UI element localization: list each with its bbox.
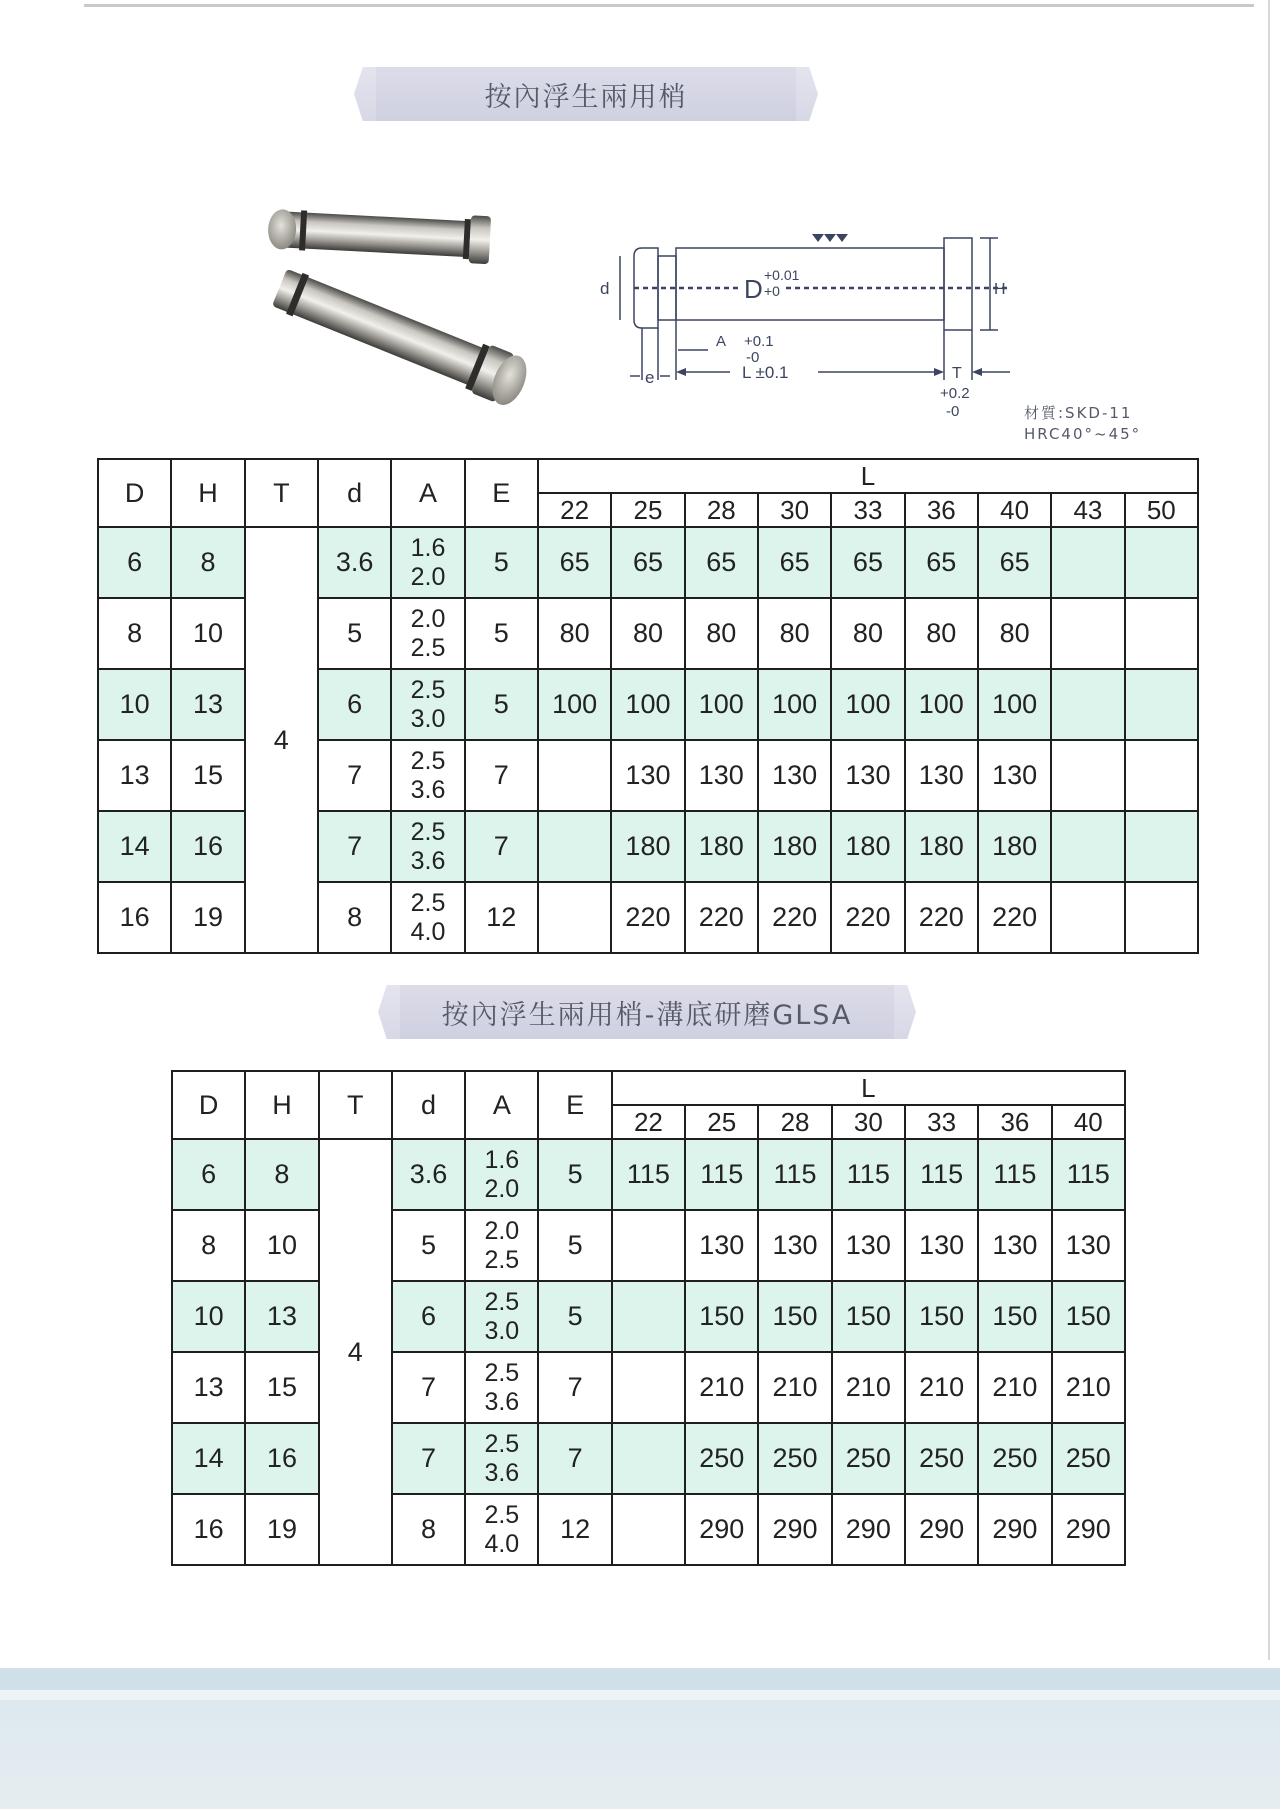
- header-L-value: 36: [978, 1105, 1051, 1139]
- cell-A-max: 3.6: [410, 775, 446, 804]
- dim-D-upper: +0.01: [764, 267, 800, 283]
- cell-price: 220: [758, 882, 831, 953]
- cell-price: 100: [978, 669, 1051, 740]
- cell-A: [391, 882, 464, 953]
- cell-price: 150: [758, 1281, 831, 1352]
- cell-d: 5: [318, 598, 391, 669]
- dim-A-lower: -0: [746, 349, 760, 366]
- cell-A-min: 2.5: [410, 746, 446, 775]
- cell-A: [391, 740, 464, 811]
- cell-D: 16: [172, 1494, 245, 1565]
- cell-price: [1051, 811, 1124, 882]
- cell-D: 16: [98, 882, 171, 953]
- cell-A-max: 3.6: [484, 1458, 520, 1487]
- cell-price: [1051, 598, 1124, 669]
- cell-price: 250: [685, 1423, 758, 1494]
- cell-H: 15: [171, 740, 244, 811]
- cell-H: 16: [171, 811, 244, 882]
- cell-A-max: 4.0: [410, 917, 446, 946]
- cell-H: 10: [245, 1210, 318, 1281]
- cell-price: [612, 1352, 685, 1423]
- cell-A: [391, 669, 464, 740]
- cell-A: [465, 1281, 538, 1352]
- cell-A-min: 2.5: [484, 1500, 520, 1529]
- cell-A: [391, 598, 464, 669]
- cell-price: 290: [978, 1494, 1051, 1565]
- cell-price: 130: [611, 740, 684, 811]
- cell-E: 5: [465, 598, 538, 669]
- cell-E: 5: [538, 1281, 611, 1352]
- cell-price: 150: [832, 1281, 905, 1352]
- cell-price: [538, 740, 611, 811]
- cell-price: [1051, 882, 1124, 953]
- cell-d: 8: [318, 882, 391, 953]
- cell-price: 150: [1052, 1281, 1125, 1352]
- cell-A-min: 2.5: [410, 888, 446, 917]
- cell-price: 180: [758, 811, 831, 882]
- material-note: [1024, 403, 1141, 445]
- cell-price: [1051, 527, 1124, 598]
- cell-price: 100: [831, 669, 904, 740]
- cell-A-min: 1.6: [484, 1145, 520, 1174]
- cell-price: 80: [978, 598, 1051, 669]
- cell-price: 290: [1052, 1494, 1125, 1565]
- cell-price: 65: [831, 527, 904, 598]
- footer-band: [0, 1690, 1280, 1700]
- dim-D-lower: +0: [764, 283, 780, 299]
- cell-price: 220: [685, 882, 758, 953]
- table-row: [172, 1281, 1125, 1352]
- cell-price: [1051, 669, 1124, 740]
- cell-price: 130: [905, 1210, 978, 1281]
- cell-price: 80: [685, 598, 758, 669]
- cell-price: [1125, 598, 1198, 669]
- hardness-label: HRC40°~45°: [1024, 425, 1142, 443]
- cell-price: [1125, 811, 1198, 882]
- header-A: A: [465, 1071, 538, 1139]
- cell-price: 210: [905, 1352, 978, 1423]
- cell-price: 130: [832, 1210, 905, 1281]
- cell-E: 5: [465, 527, 538, 598]
- cell-A-max: 2.0: [410, 562, 446, 591]
- pin-upper: [267, 205, 491, 265]
- cell-A: [391, 527, 464, 598]
- cell-price: 100: [538, 669, 611, 740]
- header-L-value: 28: [685, 493, 758, 527]
- cell-A-min: 2.5: [484, 1287, 520, 1316]
- cell-E: 7: [538, 1423, 611, 1494]
- top-rule: [84, 4, 1254, 7]
- dim-e: e: [645, 368, 655, 387]
- material-label: 材質:SKD-11: [1024, 404, 1133, 422]
- cell-price: 115: [978, 1139, 1051, 1210]
- section-title-banner: [396, 985, 898, 1039]
- cell-price: 65: [905, 527, 978, 598]
- cell-A-max: 3.0: [410, 704, 446, 733]
- cell-A-max: 3.6: [410, 846, 446, 875]
- cell-price: [612, 1210, 685, 1281]
- cell-price: 80: [538, 598, 611, 669]
- cell-A: [465, 1494, 538, 1565]
- header-E: E: [538, 1071, 611, 1139]
- cell-E: 12: [465, 882, 538, 953]
- cell-price: [1051, 740, 1124, 811]
- cell-d: 6: [392, 1281, 465, 1352]
- cell-price: 150: [685, 1281, 758, 1352]
- header-L-value: 40: [1052, 1105, 1125, 1139]
- cell-price: 115: [832, 1139, 905, 1210]
- dim-L: L ±0.1: [742, 363, 789, 382]
- table-row: [172, 1494, 1125, 1565]
- cell-price: 180: [685, 811, 758, 882]
- cell-H: 19: [245, 1494, 318, 1565]
- cell-D: 8: [98, 598, 171, 669]
- cell-price: 100: [685, 669, 758, 740]
- header-L-value: 43: [1051, 493, 1124, 527]
- dim-T-lower: -0: [946, 403, 960, 420]
- cell-price: [1125, 882, 1198, 953]
- header-L-value: 30: [758, 493, 831, 527]
- cell-E: 5: [538, 1139, 611, 1210]
- cell-E: 12: [538, 1494, 611, 1565]
- cell-d: 3.6: [318, 527, 391, 598]
- cell-d: 7: [318, 811, 391, 882]
- cell-H: 15: [245, 1352, 318, 1423]
- cell-price: 220: [611, 882, 684, 953]
- cell-price: 180: [905, 811, 978, 882]
- cell-E: 5: [465, 669, 538, 740]
- cell-A-max: 2.5: [484, 1245, 520, 1274]
- cell-H: 10: [171, 598, 244, 669]
- header-L-value: 25: [611, 493, 684, 527]
- cell-price: [1125, 669, 1198, 740]
- dim-D: D: [744, 274, 763, 304]
- page-edge: [1268, 0, 1270, 1660]
- header-d: d: [318, 459, 391, 527]
- cell-price: 290: [758, 1494, 831, 1565]
- cell-price: 130: [905, 740, 978, 811]
- cell-D: 10: [98, 669, 171, 740]
- cell-price: 290: [685, 1494, 758, 1565]
- header-L-value: 40: [978, 493, 1051, 527]
- cell-price: 150: [978, 1281, 1051, 1352]
- cell-A: [465, 1139, 538, 1210]
- pin-lower: [270, 263, 533, 410]
- cell-E: 7: [538, 1352, 611, 1423]
- cell-H: 8: [171, 527, 244, 598]
- cell-price: 65: [538, 527, 611, 598]
- header-H: H: [245, 1071, 318, 1139]
- cell-D: 14: [98, 811, 171, 882]
- cell-price: 115: [612, 1139, 685, 1210]
- dim-A: A: [716, 333, 727, 350]
- cell-price: 80: [758, 598, 831, 669]
- header-T: T: [245, 459, 318, 527]
- cell-price: 115: [685, 1139, 758, 1210]
- footer-band: [0, 1668, 1280, 1690]
- header-L: L: [612, 1071, 1125, 1105]
- table-row: [172, 1210, 1125, 1281]
- cell-price: 65: [758, 527, 831, 598]
- header-D: D: [98, 459, 171, 527]
- cell-A-min: 2.5: [484, 1358, 520, 1387]
- technical-drawing: [590, 220, 1020, 430]
- cell-price: 130: [1052, 1210, 1125, 1281]
- cell-price: 250: [758, 1423, 831, 1494]
- cell-d: 7: [392, 1423, 465, 1494]
- cell-price: 180: [611, 811, 684, 882]
- cell-price: 220: [978, 882, 1051, 953]
- cell-price: 80: [831, 598, 904, 669]
- cell-price: 250: [832, 1423, 905, 1494]
- cell-price: [1125, 740, 1198, 811]
- cell-A-min: 2.5: [410, 675, 446, 704]
- dim-A-upper: +0.1: [744, 333, 774, 350]
- cell-price: 250: [905, 1423, 978, 1494]
- spec-table-1: [97, 458, 1199, 954]
- cell-H: 19: [171, 882, 244, 953]
- cell-price: 130: [685, 740, 758, 811]
- cell-D: 13: [98, 740, 171, 811]
- cell-price: 220: [831, 882, 904, 953]
- cell-A: [465, 1210, 538, 1281]
- cell-price: 150: [905, 1281, 978, 1352]
- cell-price: 130: [685, 1210, 758, 1281]
- cell-d: 7: [318, 740, 391, 811]
- table-row: [98, 527, 1198, 598]
- cell-A-min: 2.0: [410, 604, 446, 633]
- header-L-value: 28: [758, 1105, 831, 1139]
- cell-T: 4: [319, 1139, 392, 1565]
- cell-A: [465, 1423, 538, 1494]
- cell-A: [465, 1352, 538, 1423]
- cell-D: 8: [172, 1210, 245, 1281]
- cell-price: [538, 811, 611, 882]
- cell-H: 13: [171, 669, 244, 740]
- header-L-value: 22: [612, 1105, 685, 1139]
- section-title: 按內浮生兩用梢-溝底研磨GLSA: [441, 999, 853, 1031]
- dim-T-upper: +0.2: [940, 385, 970, 402]
- cell-price: 100: [611, 669, 684, 740]
- cell-price: 220: [905, 882, 978, 953]
- cell-price: 130: [978, 1210, 1051, 1281]
- table-row: [172, 1352, 1125, 1423]
- header-L-value: 33: [905, 1105, 978, 1139]
- cell-H: 16: [245, 1423, 318, 1494]
- cell-price: 80: [611, 598, 684, 669]
- cell-A-max: 3.0: [484, 1316, 520, 1345]
- dim-d: d: [600, 279, 610, 298]
- cell-d: 5: [392, 1210, 465, 1281]
- cell-price: 65: [978, 527, 1051, 598]
- cell-price: [612, 1281, 685, 1352]
- header-L-value: 36: [905, 493, 978, 527]
- cell-A: [391, 811, 464, 882]
- cell-D: 6: [172, 1139, 245, 1210]
- cell-A-max: 4.0: [484, 1529, 520, 1558]
- product-photo: [250, 196, 550, 432]
- section-title: 按內浮生兩用梢: [484, 81, 688, 113]
- cell-A-min: 2.5: [410, 817, 446, 846]
- cell-price: 80: [905, 598, 978, 669]
- dim-T: T: [952, 365, 962, 382]
- cell-price: 130: [758, 1210, 831, 1281]
- cell-price: 180: [978, 811, 1051, 882]
- cell-price: 100: [758, 669, 831, 740]
- cell-price: 65: [685, 527, 758, 598]
- cell-price: [612, 1494, 685, 1565]
- cell-price: 115: [905, 1139, 978, 1210]
- section-title-banner: [372, 67, 800, 121]
- cell-A-max: 3.6: [484, 1387, 520, 1416]
- cell-price: 250: [1052, 1423, 1125, 1494]
- cell-price: 130: [831, 740, 904, 811]
- cell-price: 130: [758, 740, 831, 811]
- header-L-value: 50: [1125, 493, 1198, 527]
- cell-price: 210: [758, 1352, 831, 1423]
- cell-price: 210: [1052, 1352, 1125, 1423]
- cell-price: 290: [905, 1494, 978, 1565]
- header-L-value: 33: [831, 493, 904, 527]
- cell-price: 115: [758, 1139, 831, 1210]
- spec-table-2: [171, 1070, 1126, 1566]
- cell-H: 8: [245, 1139, 318, 1210]
- header-L-value: 30: [832, 1105, 905, 1139]
- cell-price: [538, 882, 611, 953]
- dim-H: H: [994, 281, 1006, 298]
- header-D: D: [172, 1071, 245, 1139]
- cell-price: 180: [831, 811, 904, 882]
- cell-price: 250: [978, 1423, 1051, 1494]
- cell-A-min: 2.0: [484, 1216, 520, 1245]
- cell-D: 14: [172, 1423, 245, 1494]
- header-L: L: [538, 459, 1198, 493]
- cell-A-max: 2.5: [410, 633, 446, 662]
- header-H: H: [171, 459, 244, 527]
- cell-H: 13: [245, 1281, 318, 1352]
- cell-D: 6: [98, 527, 171, 598]
- cell-price: [1125, 527, 1198, 598]
- cell-d: 6: [318, 669, 391, 740]
- cell-d: 7: [392, 1352, 465, 1423]
- cell-E: 7: [465, 740, 538, 811]
- header-L-value: 25: [685, 1105, 758, 1139]
- table-row: [172, 1423, 1125, 1494]
- footer-band: [0, 1700, 1280, 1809]
- cell-A-max: 2.0: [484, 1174, 520, 1203]
- cell-price: [612, 1423, 685, 1494]
- cell-E: 5: [538, 1210, 611, 1281]
- cell-price: 210: [685, 1352, 758, 1423]
- header-E: E: [465, 459, 538, 527]
- cell-price: 210: [978, 1352, 1051, 1423]
- cell-price: 65: [611, 527, 684, 598]
- header-A: A: [391, 459, 464, 527]
- cell-price: 130: [978, 740, 1051, 811]
- cell-d: 8: [392, 1494, 465, 1565]
- header-L-value: 22: [538, 493, 611, 527]
- table-row: [172, 1139, 1125, 1210]
- cell-E: 7: [465, 811, 538, 882]
- cell-d: 3.6: [392, 1139, 465, 1210]
- cell-D: 13: [172, 1352, 245, 1423]
- cell-price: 290: [832, 1494, 905, 1565]
- cell-D: 10: [172, 1281, 245, 1352]
- cell-A-min: 1.6: [410, 533, 446, 562]
- cell-price: 210: [832, 1352, 905, 1423]
- cell-A-min: 2.5: [484, 1429, 520, 1458]
- cell-price: 100: [905, 669, 978, 740]
- header-d: d: [392, 1071, 465, 1139]
- cell-T: 4: [245, 527, 318, 953]
- header-T: T: [319, 1071, 392, 1139]
- cell-price: 115: [1052, 1139, 1125, 1210]
